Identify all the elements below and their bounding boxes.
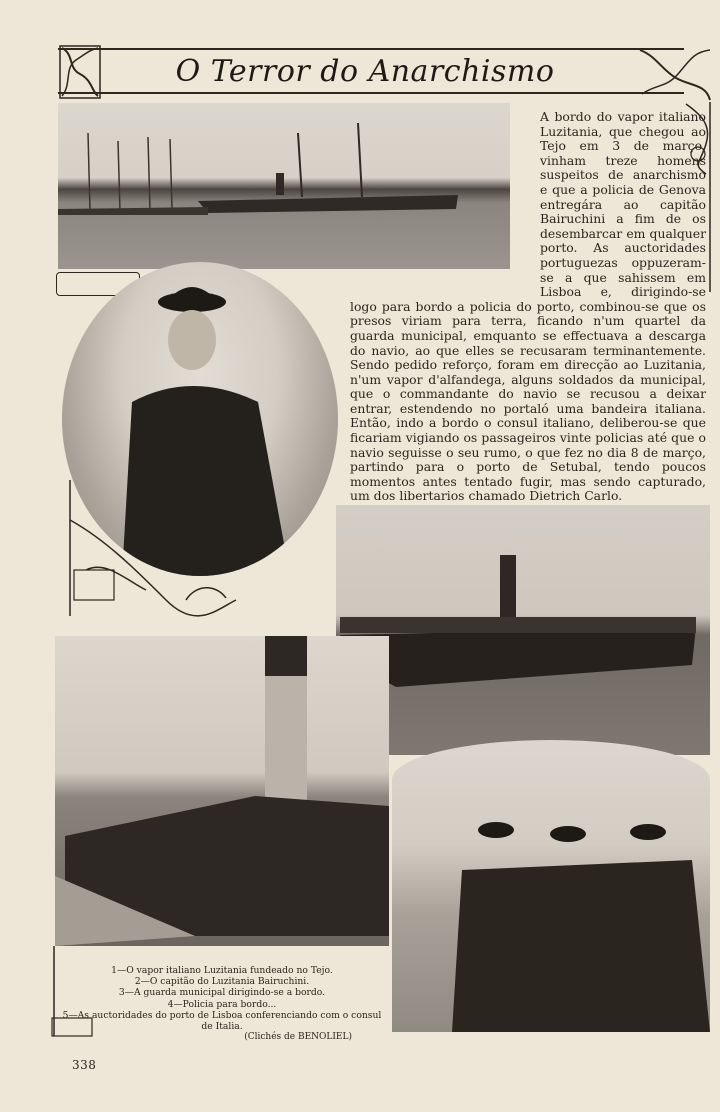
portrait-ornament-icon bbox=[66, 480, 246, 620]
page-title: O Terror do Anarchismo bbox=[175, 54, 555, 89]
group-of-men-icon bbox=[392, 740, 710, 1032]
title-ornament-left-icon bbox=[58, 44, 102, 100]
photo-3-guard-boarding bbox=[55, 636, 389, 946]
photo-credit: (Clichés de BENOLIEL) bbox=[244, 1032, 352, 1043]
caption-3: 3—A guarda municipal dirigindo-se a bordo. bbox=[118, 987, 326, 999]
page-number: 338 bbox=[72, 1058, 97, 1072]
photo-4-police-boat bbox=[336, 505, 710, 755]
photo-5-authorities-conference bbox=[392, 740, 710, 1032]
steam-launch-icon bbox=[336, 505, 710, 755]
caption-1: 1—O vapor italiano Luzitania fundeado no Tejo. bbox=[111, 965, 333, 976]
caption-5: 5—As auctoridades do porto de Lisboa conferenciando com o consul de Italia. bbox=[62, 1009, 382, 1033]
article-paragraph: A bordo do vapor italiano Luzitania, que chegou ao Tejo em 3 de março, vinham treze homens suspeitos de anarchismo e que a policia de Genova entregára ao capitão Bairuchini a fim de os desembarcar em qualquer porto. As auctoridades portuguezas oppuzeram-se a que sahissem em Lisboa e, dirigindo-se logo para bordo a policia do porto, combinou-se que os presos viriam para terra, ficando n'um quartel da guarda municipal, emquanto se effectuava a descarga do navio, ao que elles se recusaram terminantemente. Sendo pedido reforço, foram em direcção ao Luzitania, n'um vapor d'alfandega, alguns soldados da municipal, que o commandante do navio se recusou a deixar entrar, estendendo no portaló uma bandeira italiana. Então, indo a bordo o consul italiano, deliberou-se que ficariam vigiando os passageiros vinte policias até que o navio seguisse o seu rumo, o que fez no dia 8 de março, partindo para o porto de Setubal, tendo poucos momentos antes tentado fugir, mas sendo capturado, um dos libertarios chamado Dietrich Carlo. bbox=[350, 109, 706, 504]
caption-4: 4—Policia para bordo... bbox=[167, 998, 277, 1010]
photo-captions bbox=[62, 965, 382, 1043]
caption-2: 2—O capitão do Luzitania Bairuchini. bbox=[134, 976, 310, 988]
text-wrap-spacer bbox=[350, 110, 540, 298]
funnel-and-crowd-icon bbox=[55, 636, 389, 946]
article-text bbox=[350, 109, 706, 504]
